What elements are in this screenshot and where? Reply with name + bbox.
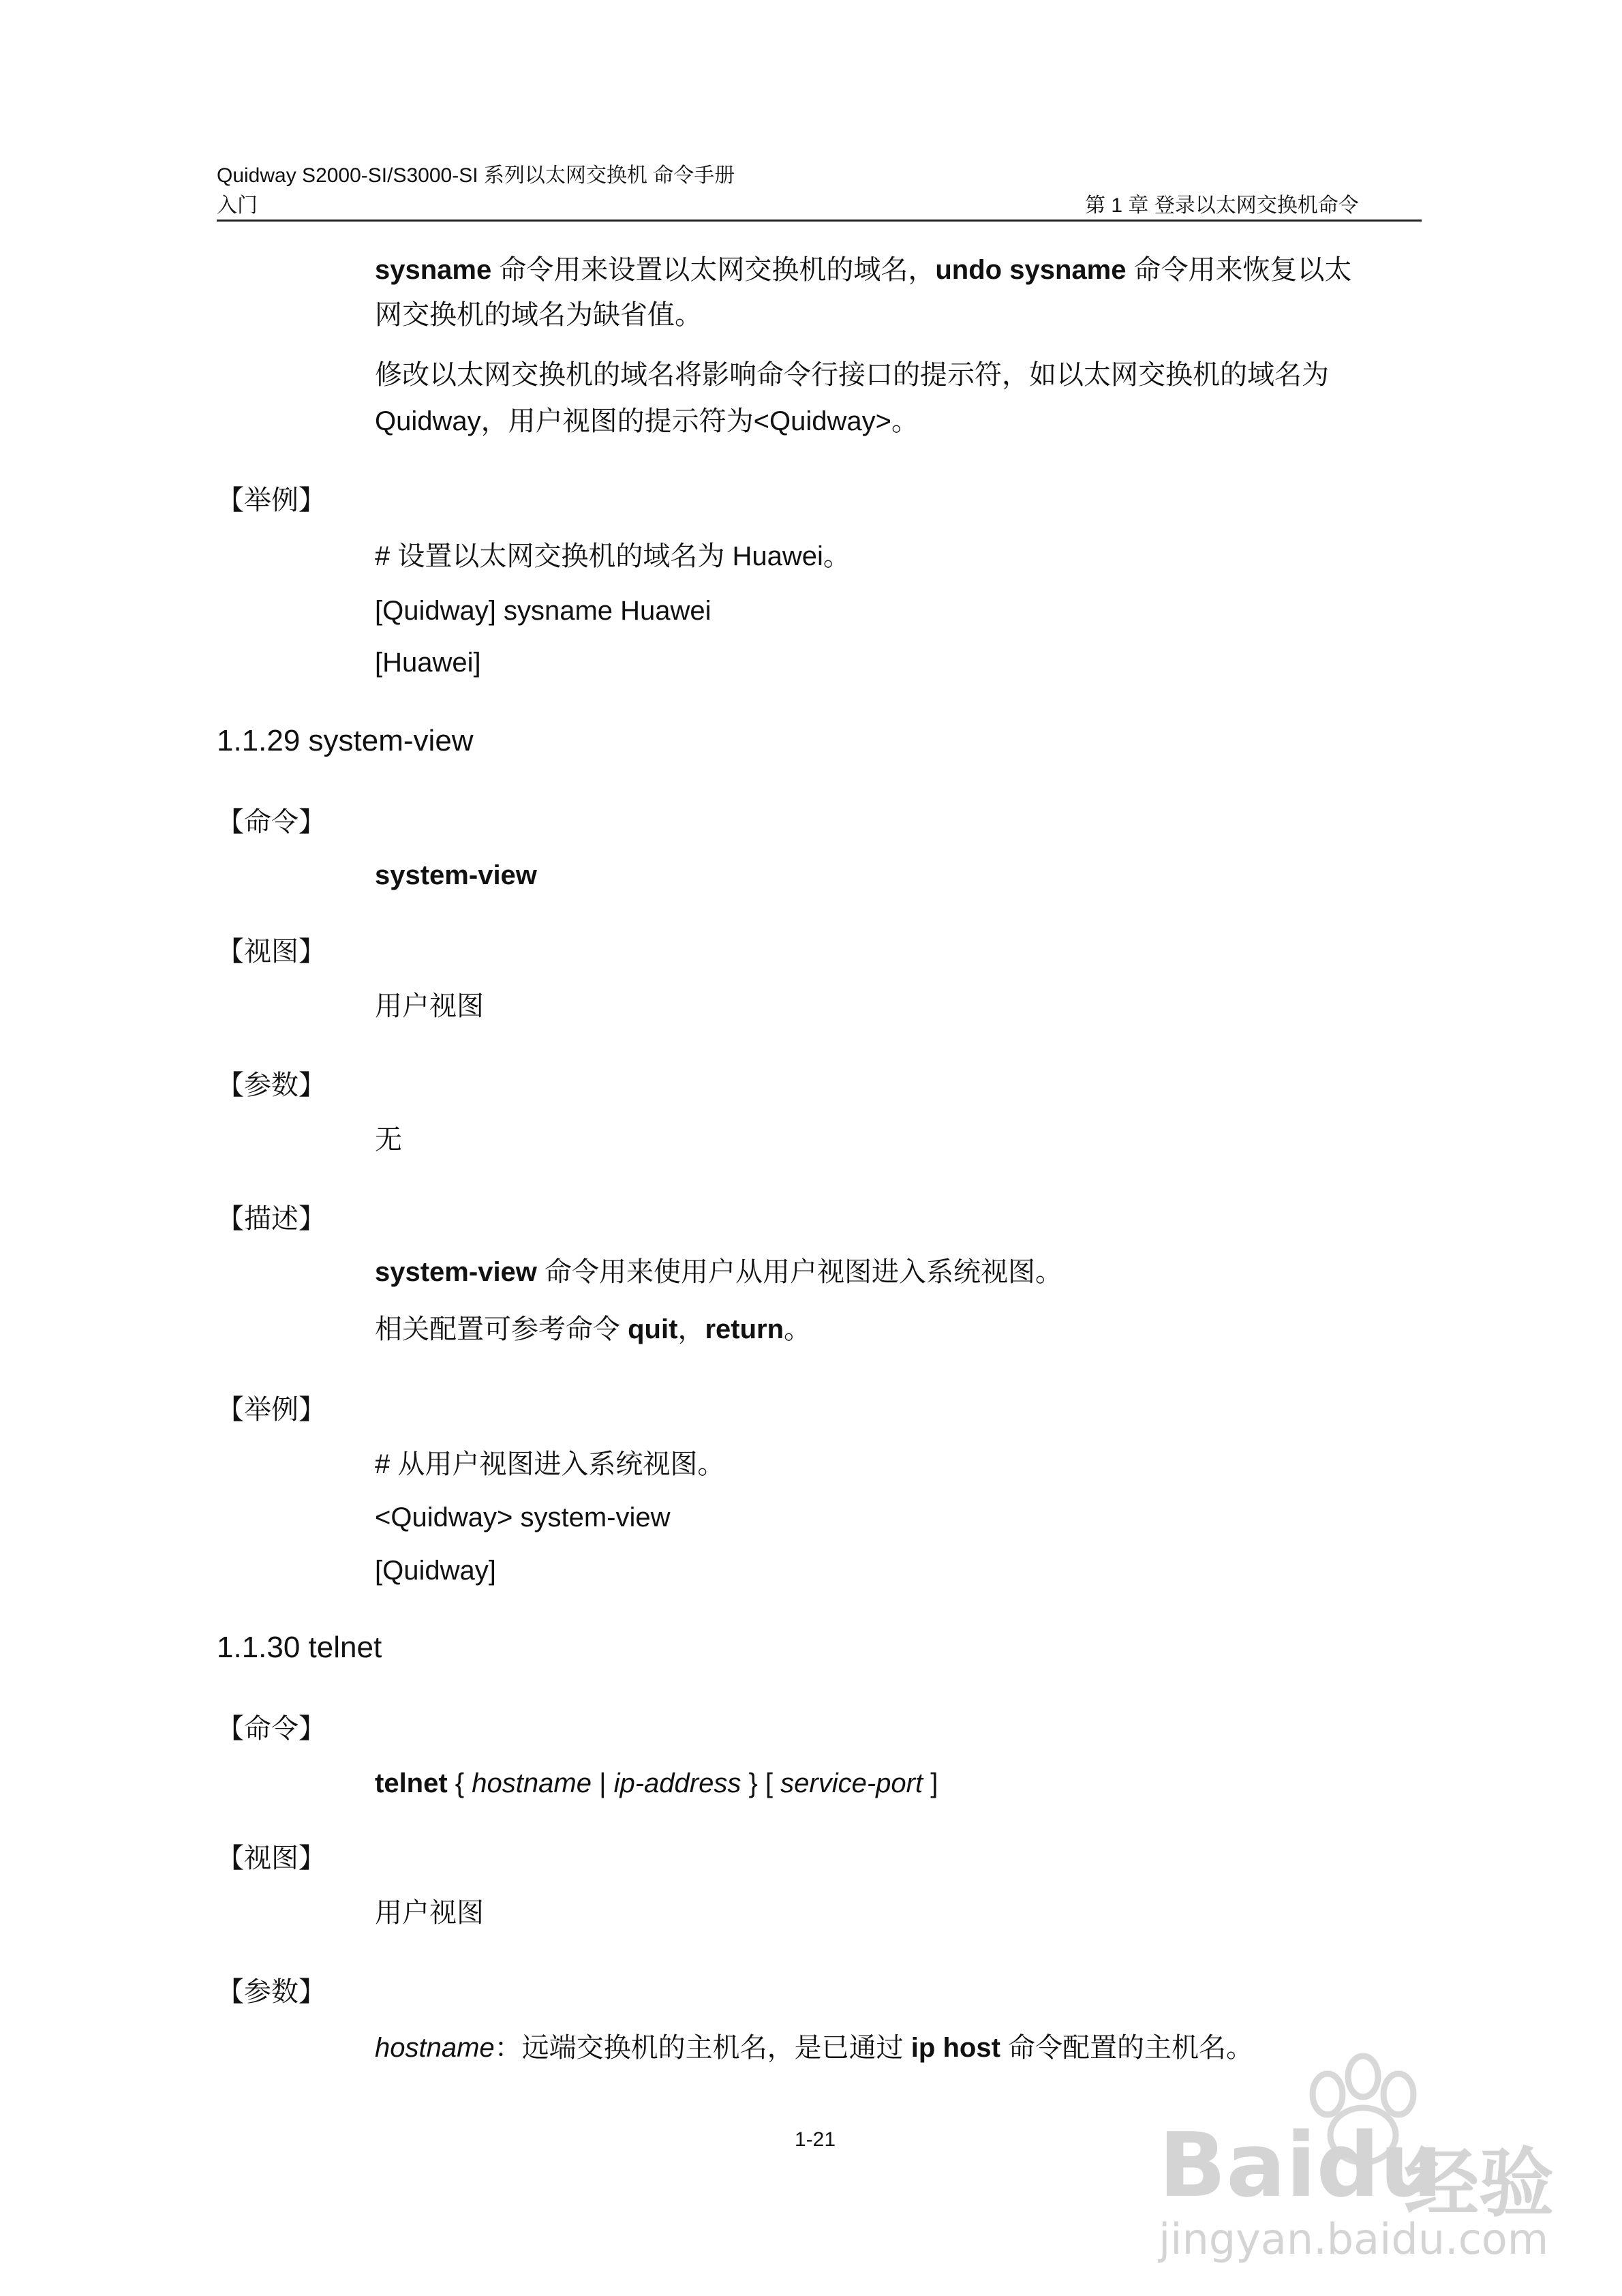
header-chapter: 第 1 章 登录以太网交换机命令 (1085, 194, 1359, 217)
example2-comment: # 从用户视图进入系统视图。 (375, 1449, 725, 1479)
view-value: 用户视图 (375, 991, 484, 1021)
command-label: 【命令】 (217, 807, 326, 837)
example-label: 【举例】 (217, 485, 326, 515)
undo-sysname-keyword: undo sysname (935, 255, 1127, 285)
telnet-param-hostname: hostname：远端交换机的主机名，是已通过 ip host 命令配置的主机名。 (375, 2033, 1254, 2063)
header-rule (217, 220, 1422, 222)
telnet-view-value: 用户视图 (375, 1898, 484, 1928)
baidu-watermark: Baidu 经验 jingyan.baidu.com (1159, 2052, 1595, 2270)
example1-line1: [Quidway] sysname Huawei (375, 596, 711, 626)
view-label: 【视图】 (217, 1843, 326, 1873)
desc-line2: 相关配置可参考命令 quit，return。 (375, 1314, 812, 1344)
system-view-keyword: system-view (375, 1257, 537, 1287)
desc-line1: system-view 命令用来使用户从用户视图进入系统视图。 (375, 1257, 1063, 1287)
watermark-url: jingyan.baidu.com (1159, 2214, 1549, 2264)
example2-line2: [Quidway] (375, 1556, 496, 1586)
section-heading-telnet: 1.1.30 telnet (217, 1631, 382, 1664)
sysname-keyword: sysname (375, 255, 492, 285)
params-label: 【参数】 (217, 1070, 326, 1100)
ip-host-keyword: ip host (911, 2033, 1000, 2063)
view-label: 【视图】 (217, 937, 326, 967)
header-section: 入门 (217, 194, 258, 217)
command-label: 【命令】 (217, 1714, 326, 1744)
return-keyword: return (705, 1314, 784, 1344)
example2-line1: <Quidway> system-view (375, 1502, 671, 1532)
quit-keyword: quit (628, 1314, 678, 1344)
params-value: 无 (375, 1125, 402, 1155)
example-label: 【举例】 (217, 1395, 326, 1425)
section-heading-system-view: 1.1.29 system-view (217, 724, 474, 757)
page-number: 1-21 (795, 2128, 836, 2151)
intro-p2-line1: 修改以太网交换机的域名将影响命令行接口的提示符，如以太网交换机的域名为 (375, 360, 1329, 390)
params-label: 【参数】 (217, 1977, 326, 2007)
intro-p1-line1: sysname 命令用来设置以太网交换机的域名，undo sysname 命令用来恢复以太 (375, 255, 1352, 285)
example1-comment: # 设置以太网交换机的域名为 Huawei。 (375, 541, 851, 571)
intro-p2-line2: Quidway，用户视图的提示符为<Quidway>。 (375, 406, 919, 436)
command-syntax: system-view (375, 860, 537, 890)
example1-line2: [Huawei] (375, 648, 481, 678)
telnet-command-syntax: telnet { hostname | ip-address } [ service-port ] (375, 1768, 938, 1798)
desc-label: 【描述】 (217, 1204, 326, 1234)
intro-p1-line2: 网交换机的域名为缺省值。 (375, 300, 702, 330)
header-title: Quidway S2000-SI/S3000-SI 系列以太网交换机 命令手册 (217, 164, 735, 187)
